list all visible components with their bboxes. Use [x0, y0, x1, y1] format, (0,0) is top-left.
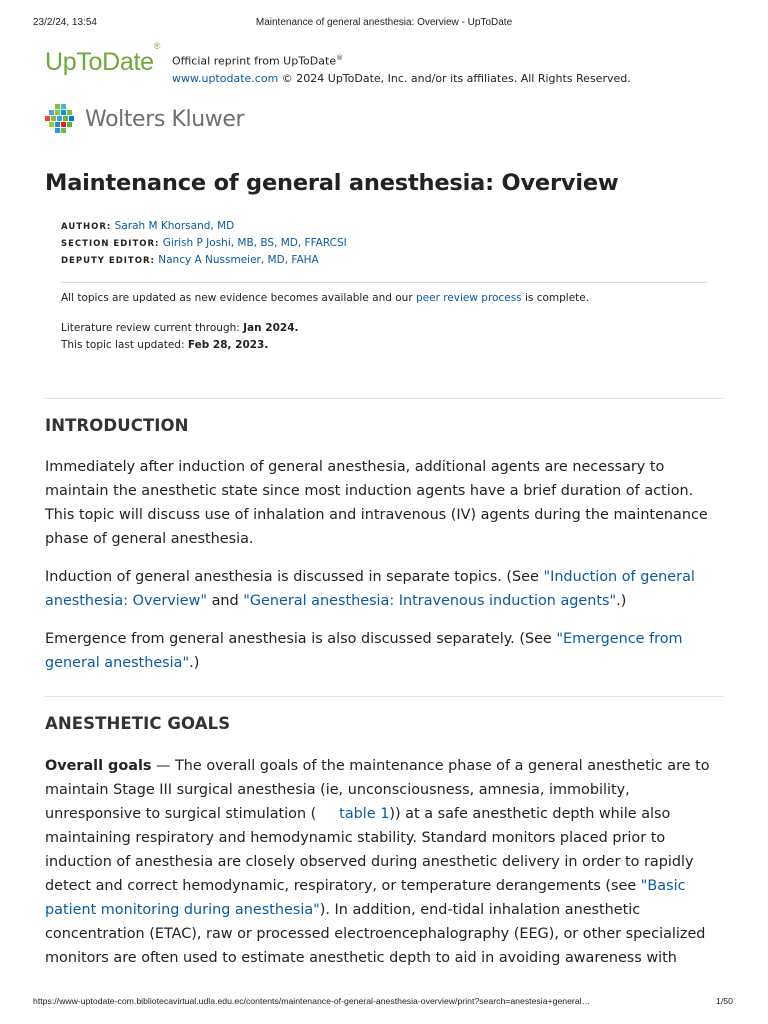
contributor-name-link[interactable]: Nancy A Nussmeier, MD, FAHA: [158, 254, 319, 266]
section-heading-anesthetic-goals: ANESTHETIC GOALS: [45, 714, 231, 733]
contributor-name-link[interactable]: Girish P Joshi, MB, BS, MD, FFARCSI: [162, 237, 347, 249]
section-divider: [45, 696, 723, 697]
intro-paragraph-2: Induction of general anesthesia is discussed in separate topics. (See "Induction of general anesthesia: Overview" and "General anesthesia: Intravenous induction agents".): [45, 569, 695, 609]
basic-monitoring-link[interactable]: "Basic patient monitoring during anesthesia": [45, 878, 686, 918]
section-heading-introduction: INTRODUCTION: [45, 416, 189, 435]
brand-header: [45, 40, 725, 85]
print-header: [0, 17, 768, 31]
emergence-link[interactable]: "Emergence from general anesthesia": [45, 631, 683, 671]
literature-review-date: Literature review current through: Jan 2024.: [61, 322, 299, 334]
page-title: Maintenance of general anesthesia: Overview: [45, 170, 619, 196]
uptodate-site-link[interactable]: www.uptodate.com: [172, 71, 279, 85]
iv-induction-agents-link[interactable]: "General anesthesia: Intravenous induction agents": [243, 593, 617, 609]
contributor-author: [61, 218, 701, 235]
intro-paragraph-3: Emergence from general anesthesia is also discussed separately. (See "Emergence from general anesthesia".): [45, 631, 683, 671]
reprint-line: Official reprint from UpToDate: [172, 54, 337, 68]
contributor-name-link[interactable]: Sarah M Khorsand, MD: [114, 220, 235, 232]
last-updated-date: This topic last updated: Feb 28, 2023.: [61, 339, 269, 351]
contributor-section-editor: [61, 235, 701, 252]
intro-paragraph-1: Immediately after induction of general anesthesia, additional agents are necessary to maintain the anesthetic state since most induction agents have a brief duration of action. This topic will discuss use of inhalation and intravenous (IV) agents during the maintenance phase of general anesthesia.: [45, 459, 708, 547]
contributor-role: DEPUTY EDITOR:: [61, 256, 155, 266]
contributor-role: AUTHOR:: [61, 222, 112, 232]
contributor-deputy-editor: [61, 252, 701, 269]
overall-goals-lead: Overall goals: [45, 758, 152, 774]
wolters-kluwer-mark-icon: [45, 104, 79, 134]
reprint-notice: Official reprint from UpToDate® www.uptodate.com © 2024 UpToDate, Inc. and/or its affiliates. All Rights Reserved.: [172, 54, 631, 85]
peer-review-link[interactable]: peer review process: [415, 292, 522, 304]
topic-dates: [61, 320, 707, 354]
peer-review-notice: All topics are updated as new evidence becomes available and our peer review process is complete.: [61, 292, 590, 304]
wolters-kluwer-logo: [45, 104, 285, 134]
goals-paragraph: Overall goals — The overall goals of the maintenance phase of a general anesthetic are to maintain Stage III surgical anesthesia (ie, unconsciousness, amnesia, immobility, unresponsive to surgical stimulation ( table 1)) at a safe anesthetic depth while also maintaining respiratory and hemodynamic stability. Standard monitors placed prior to induction of anesthesia are closely observed during anesthetic delivery in order to rapidly detect and correct hemodynamic, respiratory, or temperature derangements (see "Basic patient monitoring during anesthesia"). In addition, end-tidal inhalation anesthetic concentration (ETAC), raw or processed electroencephalography (EEG), or other specialized monitors are often used to estimate anesthetic depth to aid in avoiding awareness with: [45, 758, 710, 966]
print-page-title: Maintenance of general anesthesia: Overview - UpToDate: [255, 17, 513, 28]
contributor-role: SECTION EDITOR:: [61, 239, 160, 249]
table-1-link[interactable]: table 1: [339, 806, 390, 822]
publisher-name: Wolters Kluwer: [85, 107, 245, 132]
divider: [61, 282, 707, 283]
print-datetime: 23/2/24, 13:54: [33, 17, 97, 28]
uptodate-logo: UpToDate®: [45, 40, 161, 76]
copyright-text: © 2024 UpToDate, Inc. and/or its affiliates. All Rights Reserved.: [281, 71, 631, 85]
print-url: https://www-uptodate-com.bibliotecavirtual.udla.edu.ec/contents/maintenance-of-general-anesthesia-overview/print?search=anestesia+general…: [33, 996, 591, 1006]
induction-overview-link[interactable]: "Induction of general anesthesia: Overview": [45, 569, 695, 609]
section-divider: [45, 398, 723, 399]
page-number: 1/50: [716, 996, 733, 1006]
contributors-list: [61, 218, 701, 269]
print-footer: [0, 996, 768, 1010]
